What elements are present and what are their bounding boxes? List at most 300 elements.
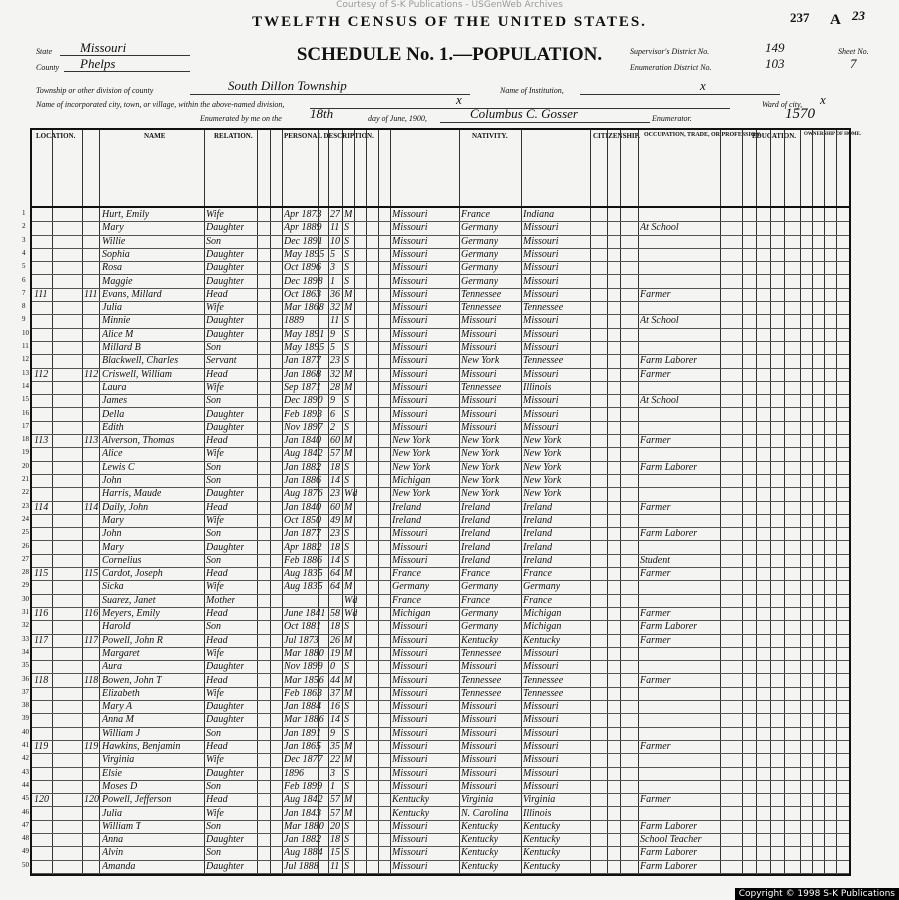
county-label: County — [36, 63, 60, 72]
cell-rel: Son — [206, 395, 221, 407]
cell-n: 13 — [22, 368, 29, 377]
cell-st: S — [344, 621, 349, 633]
cell-age: 28 — [330, 381, 340, 393]
cell-father: Ireland — [461, 514, 491, 526]
cell-rel: Daughter — [206, 275, 245, 287]
cell-n: 39 — [22, 714, 29, 723]
cell-rel: Daughter — [206, 767, 245, 779]
cell-n: 10 — [22, 328, 29, 337]
day-june-label: day of June, 1900, — [368, 114, 427, 123]
header-citizenship: CITIZENSHIP. — [593, 132, 641, 140]
cell-n: 27 — [22, 554, 29, 563]
cell-birth: Aug 1876 — [284, 488, 323, 500]
cell-rel: Daughter — [206, 328, 245, 340]
cell-name: Maggie — [102, 275, 133, 287]
cell-st: Wd — [344, 608, 358, 619]
cell-name: Mary — [102, 541, 124, 553]
cell-dw: 114 — [34, 501, 49, 513]
cell-st: M — [344, 794, 353, 806]
table-row — [22, 594, 849, 609]
cell-st: Wd — [344, 594, 358, 606]
cell-rel: Head — [206, 501, 228, 513]
cell-name: Bowen, John T — [102, 674, 162, 686]
cell-mother: Missouri — [523, 328, 559, 340]
header-nativity: NATIVITY. — [472, 132, 508, 140]
cell-father: Tennessee — [461, 302, 502, 314]
table-row — [22, 727, 849, 742]
cell-father: New York — [461, 355, 500, 367]
cell-age: 11 — [330, 222, 340, 234]
cell-rel: Daughter — [206, 860, 245, 872]
cell-st: M — [344, 807, 353, 819]
cell-name: Lewis C — [102, 461, 135, 473]
cell-rel: Head — [206, 741, 228, 752]
cell-birth: May 1895 — [284, 342, 325, 353]
cell-occ: Farm Laborer — [640, 528, 698, 540]
cell-st: M — [344, 381, 353, 393]
cell-mother: Missouri — [523, 262, 559, 274]
cell-birthplace: Missouri — [392, 302, 428, 314]
cell-name: William T — [102, 820, 142, 832]
cell-n: 17 — [22, 421, 29, 430]
cell-father: New York — [461, 475, 500, 486]
cell-n: 38 — [22, 701, 29, 710]
schedule-title: SCHEDULE No. 1.—POPULATION. — [296, 44, 603, 65]
cell-st: S — [344, 275, 349, 287]
cell-n: 28 — [22, 568, 29, 577]
cell-n: 50 — [22, 860, 29, 869]
cell-rel: Servant — [206, 355, 237, 367]
cell-st: S — [344, 461, 349, 473]
cell-rel: Daughter — [206, 541, 245, 553]
cell-age: 37 — [330, 687, 340, 699]
cell-name: Hurt, Emily — [102, 209, 150, 220]
cell-birth: Apr 1889 — [284, 222, 322, 234]
cell-st: S — [344, 342, 349, 353]
cell-st: S — [344, 248, 349, 260]
cell-st: S — [344, 847, 349, 859]
cell-occ: Farmer — [640, 501, 671, 513]
cell-age: 58 — [330, 608, 340, 619]
cell-father: Missouri — [461, 368, 497, 380]
cell-father: Tennessee — [461, 381, 502, 393]
cell-birth: May 1891 — [284, 328, 325, 340]
cell-age: 5 — [330, 248, 335, 260]
cell-birth: Oct 1896 — [284, 262, 321, 274]
cell-occ: Farmer — [640, 794, 671, 806]
cell-mother: Kentucky — [523, 847, 561, 859]
cell-father: Missouri — [461, 421, 497, 433]
header-relation: RELATION. — [214, 132, 253, 140]
cell-n: 21 — [22, 475, 29, 483]
cell-father: Missouri — [461, 315, 497, 327]
cell-n: 49 — [22, 847, 29, 856]
cell-n: 33 — [22, 634, 29, 643]
cell-birth: Jan 1840 — [284, 501, 321, 513]
sheet-number: 237 — [790, 10, 810, 25]
cell-mother: New York — [523, 475, 562, 486]
table-row — [22, 461, 849, 476]
cell-rel: Son — [206, 727, 221, 739]
cell-age: 23 — [330, 355, 340, 367]
cell-father: Missouri — [461, 741, 497, 752]
cell-age: 18 — [330, 621, 340, 633]
cell-fam: 112 — [84, 368, 99, 380]
cell-rel: Son — [206, 235, 221, 247]
cell-name: Powell, Jefferson — [102, 794, 172, 806]
cell-birthplace: Missouri — [392, 741, 428, 752]
cell-name: Hawkins, Benjamin — [102, 741, 181, 752]
cell-birth: Jan 1882 — [284, 461, 321, 473]
cell-n: 12 — [22, 355, 29, 364]
cell-occ: Farmer — [640, 634, 671, 646]
cell-birthplace: New York — [392, 435, 431, 447]
cell-name: Mary A — [102, 701, 133, 713]
cell-mother: Ireland — [523, 528, 553, 540]
institution-value: x — [700, 78, 706, 93]
cell-birth: Feb 1863 — [284, 687, 323, 699]
cell-name: Della — [102, 408, 125, 420]
cell-name: Julia — [102, 302, 122, 314]
cell-birthplace: Missouri — [392, 528, 428, 540]
cell-rel: Wife — [206, 381, 224, 393]
cell-rel: Head — [206, 435, 228, 447]
cell-birth: Nov 1897 — [284, 421, 323, 433]
cell-occ: Farmer — [640, 741, 671, 752]
cell-dw: 111 — [34, 288, 48, 300]
cell-rel: Son — [206, 847, 221, 859]
cell-n: 45 — [22, 794, 29, 803]
cell-age: 3 — [330, 767, 335, 779]
cell-age: 1 — [330, 780, 335, 792]
cell-father: Ireland — [461, 541, 491, 553]
cell-mother: Ireland — [523, 541, 553, 553]
cell-mother: Tennessee — [523, 674, 564, 686]
cell-n: 40 — [22, 727, 29, 736]
cell-name: Alice — [102, 448, 123, 460]
cell-age: 14 — [330, 714, 340, 726]
cell-birthplace: Missouri — [392, 714, 428, 726]
cell-age: 6 — [330, 408, 335, 420]
cell-father: Ireland — [461, 501, 491, 513]
cell-birthplace: Missouri — [392, 342, 428, 353]
cell-occ: At School — [640, 222, 679, 234]
cell-father: Tennessee — [461, 674, 502, 686]
cell-st: S — [344, 834, 349, 846]
header-education: EDUCATION. — [752, 132, 797, 140]
cell-mother: Missouri — [523, 342, 559, 353]
sheet-value: 7 — [850, 56, 857, 71]
cell-mother: Missouri — [523, 647, 559, 659]
cell-occ: Farmer — [640, 368, 671, 380]
cell-father: Germany — [461, 222, 499, 234]
cell-father: N. Carolina — [461, 807, 509, 819]
cell-fam: 116 — [84, 608, 99, 619]
cell-name: Moses D — [102, 780, 138, 792]
cell-age: 2 — [330, 421, 335, 433]
cell-age: 0 — [330, 661, 335, 673]
cell-n: 19 — [22, 448, 29, 457]
cell-birthplace: Ireland — [392, 514, 422, 526]
cell-name: Harold — [102, 621, 131, 633]
cell-st: S — [344, 235, 349, 247]
cell-birthplace: Missouri — [392, 395, 428, 407]
cell-age: 18 — [330, 461, 340, 473]
cell-n: 14 — [22, 381, 29, 390]
cell-mother: Missouri — [523, 741, 559, 752]
cell-birth: Aug 1835 — [284, 568, 323, 580]
cell-fam: 113 — [84, 435, 99, 447]
cell-occ: At School — [640, 395, 679, 407]
cell-name: Mary — [102, 222, 124, 234]
cell-age: 3 — [330, 262, 335, 274]
township-rule — [190, 94, 470, 95]
cell-age: 23 — [330, 528, 340, 540]
cell-n: 11 — [22, 342, 29, 350]
cell-birthplace: New York — [392, 488, 431, 500]
cell-birth: Jan 1882 — [284, 834, 321, 846]
cell-name: Daily, John — [102, 501, 149, 513]
cell-st: S — [344, 408, 349, 420]
cell-n: 44 — [22, 780, 29, 789]
cell-birth: Mar 1880 — [284, 647, 324, 659]
cell-birthplace: Missouri — [392, 621, 428, 633]
cell-st: S — [344, 661, 349, 673]
cell-mother: Kentucky — [523, 820, 561, 832]
cell-rel: Daughter — [206, 421, 245, 433]
cell-n: 30 — [22, 594, 29, 603]
cell-fam: 115 — [84, 568, 99, 580]
cell-n: 32 — [22, 621, 29, 630]
cell-st: M — [344, 568, 353, 580]
cell-rel: Son — [206, 780, 221, 792]
cell-st: M — [344, 687, 353, 699]
cell-st: Wd — [344, 488, 358, 500]
cell-birth: Jan 1877 — [284, 355, 321, 367]
cell-birth: Nov 1899 — [284, 661, 323, 673]
cell-birthplace: Missouri — [392, 262, 428, 274]
cell-mother: New York — [523, 448, 562, 460]
cell-rel: Daughter — [206, 222, 245, 234]
cell-father: Missouri — [461, 701, 497, 713]
cell-age: 5 — [330, 342, 335, 353]
cell-occ: Farm Laborer — [640, 355, 698, 367]
cell-birth: June 1841 — [284, 608, 326, 619]
cell-mother: New York — [523, 435, 562, 447]
cell-rel: Head — [206, 634, 228, 646]
cell-st: S — [344, 554, 349, 566]
cell-rel: Wife — [206, 581, 224, 593]
cell-name: Virginia — [102, 754, 135, 766]
cell-n: 35 — [22, 661, 29, 670]
cell-father: Missouri — [461, 754, 497, 766]
cell-age: 18 — [330, 541, 340, 553]
cell-birthplace: Missouri — [392, 421, 428, 433]
cell-father: Tennessee — [461, 647, 502, 659]
cell-rel: Son — [206, 820, 221, 832]
cell-birth: Apr 1882 — [284, 541, 322, 553]
cell-father: Missouri — [461, 714, 497, 726]
enumerator-rule — [440, 122, 650, 123]
cell-mother: Tennessee — [523, 687, 564, 699]
cell-mother: Missouri — [523, 235, 559, 247]
cell-n: 31 — [22, 608, 29, 616]
cell-birth: Aug 1842 — [284, 448, 323, 460]
row-line — [32, 873, 849, 874]
cell-age: 16 — [330, 701, 340, 713]
cell-father: Tennessee — [461, 687, 502, 699]
cell-name: John — [102, 528, 122, 540]
cell-birthplace: Missouri — [392, 222, 428, 234]
ward-label: Ward of city, — [762, 100, 803, 109]
cell-name: Millard B — [102, 342, 141, 353]
cell-n: 2 — [22, 222, 26, 231]
cell-birth: Mar 1880 — [284, 820, 324, 832]
cell-mother: Illinois — [523, 807, 552, 819]
cell-birthplace: Missouri — [392, 235, 428, 247]
cell-name: Amanda — [102, 860, 136, 872]
cell-n: 3 — [22, 235, 26, 244]
cell-dw: 119 — [34, 741, 49, 752]
cell-name: Cardot, Joseph — [102, 568, 163, 580]
cell-age: 11 — [330, 860, 340, 872]
cell-father: Missouri — [461, 661, 497, 673]
cell-birthplace: Missouri — [392, 554, 428, 566]
cell-mother: Ireland — [523, 554, 553, 566]
cell-age: 9 — [330, 328, 335, 340]
cell-n: 22 — [22, 488, 29, 497]
cell-fam: 114 — [84, 501, 99, 513]
cell-birthplace: Missouri — [392, 661, 428, 673]
township-label: Township or other division of county — [36, 86, 154, 95]
cell-rel: Son — [206, 475, 221, 486]
cell-father: Missouri — [461, 342, 497, 353]
cell-age: 32 — [330, 302, 340, 314]
cell-rel: Wife — [206, 807, 224, 819]
cell-birthplace: Missouri — [392, 381, 428, 393]
cell-birthplace: Missouri — [392, 820, 428, 832]
cell-birth: Apr 1873 — [284, 209, 322, 220]
cell-birthplace: Missouri — [392, 408, 428, 420]
cell-age: 14 — [330, 475, 340, 486]
cell-birthplace: Kentucky — [392, 794, 430, 806]
cell-father: New York — [461, 488, 500, 500]
cell-rel: Wife — [206, 754, 224, 766]
table-row — [22, 527, 849, 542]
cell-name: Powell, John R — [102, 634, 163, 646]
cell-st: M — [344, 647, 353, 659]
cell-age: 15 — [330, 847, 340, 859]
cell-fam: 119 — [84, 741, 99, 752]
cell-n: 5 — [22, 262, 26, 271]
cell-mother: Kentucky — [523, 860, 561, 872]
cell-name: Laura — [102, 381, 127, 393]
cell-father: Missouri — [461, 767, 497, 779]
cell-mother: Ireland — [523, 501, 553, 513]
cell-rel: Head — [206, 368, 228, 380]
cell-birthplace: Michigan — [392, 608, 431, 619]
cell-birthplace: France — [392, 568, 421, 580]
cell-n: 20 — [22, 461, 29, 470]
cell-birth: Jan 1868 — [284, 368, 321, 380]
table-row — [22, 793, 849, 808]
cell-birthplace: Ireland — [392, 501, 422, 513]
table-row — [22, 860, 849, 875]
cell-rel: Son — [206, 461, 221, 473]
sheet-mark: 1570 — [785, 106, 815, 122]
cell-age: 11 — [330, 315, 340, 327]
cell-dw: 113 — [34, 435, 49, 447]
cell-n: 36 — [22, 674, 29, 683]
cell-mother: New York — [523, 488, 562, 500]
cell-st: M — [344, 674, 353, 686]
cell-birthplace: Missouri — [392, 315, 428, 327]
cell-dw: 118 — [34, 674, 49, 686]
cell-birthplace: Missouri — [392, 355, 428, 367]
cell-name: John — [102, 475, 122, 486]
cell-occ: Farmer — [640, 674, 671, 686]
cell-birthplace: Missouri — [392, 847, 428, 859]
cell-st: S — [344, 701, 349, 713]
cell-st: S — [344, 395, 349, 407]
cell-father: Kentucky — [461, 820, 499, 832]
cell-st: S — [344, 727, 349, 739]
cell-age: 35 — [330, 741, 340, 752]
cell-name: Evans, Millard — [102, 288, 162, 300]
cell-name: Alverson, Thomas — [102, 435, 175, 447]
cell-birthplace: Missouri — [392, 288, 428, 300]
cell-n: 34 — [22, 647, 29, 656]
cell-occ: Farmer — [640, 435, 671, 447]
enumerated-label: Enumerated by me on the — [200, 114, 282, 123]
cell-age: 18 — [330, 834, 340, 846]
cell-dw: 115 — [34, 568, 49, 580]
header-ownership: OWNERSHIP OF HOME. — [804, 132, 862, 137]
cell-birthplace: Germany — [392, 581, 430, 593]
cell-birthplace: Michigan — [392, 475, 431, 486]
cell-st: M — [344, 368, 353, 380]
cell-age: 64 — [330, 581, 340, 593]
cell-n: 15 — [22, 395, 29, 404]
cell-name: Edith — [102, 421, 124, 433]
copyright: Copyright © 1998 S-K Publications — [735, 888, 899, 900]
cell-birth: Jan 1884 — [284, 701, 321, 713]
cell-st: M — [344, 634, 353, 646]
cell-st: M — [344, 754, 353, 766]
cell-rel: Son — [206, 342, 221, 353]
cell-mother: France — [523, 568, 552, 580]
county-value: Phelps — [80, 56, 116, 71]
cell-rel: Mother — [206, 594, 236, 606]
cell-occ: Student — [640, 554, 670, 566]
cell-father: Germany — [461, 235, 499, 247]
cell-father: Germany — [461, 262, 499, 274]
cell-birthplace: Missouri — [392, 767, 428, 779]
cell-mother: Missouri — [523, 754, 559, 766]
cell-mother: Ireland — [523, 514, 553, 526]
cell-age: 44 — [330, 674, 340, 686]
cell-birth: Aug 1884 — [284, 847, 323, 859]
cell-age: 9 — [330, 727, 335, 739]
cell-mother: Indiana — [523, 209, 555, 220]
cell-birthplace: France — [392, 594, 421, 606]
cell-age: 36 — [330, 288, 340, 300]
cell-age: 32 — [330, 368, 340, 380]
cell-mother: Missouri — [523, 248, 559, 260]
cell-mother: Missouri — [523, 661, 559, 673]
cell-occ: At School — [640, 315, 679, 327]
cell-rel: Head — [206, 288, 228, 300]
